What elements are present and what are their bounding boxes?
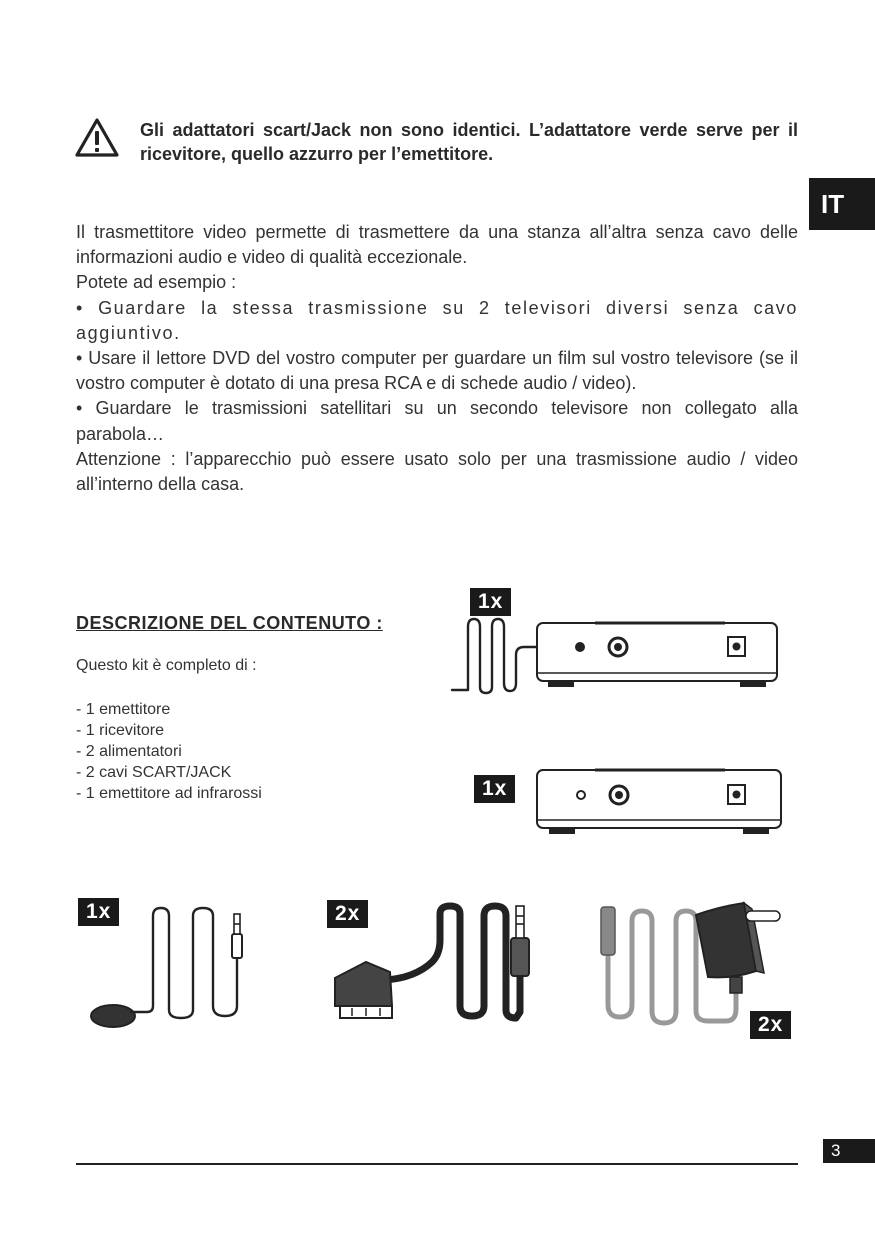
intro-paragraph: Il trasmettitore video permette di trasmettere da una stanza all’altra senza cavo delle informazioni audio e video di qualità eccezionale. <box>76 222 798 268</box>
intro-attention: Attenzione : l’apparecchio può essere usato solo per una trasmissione audio / video all’interno della casa. <box>76 448 798 495</box>
intro-example-lead: Potete ad esempio : <box>76 272 237 293</box>
contents-list <box>76 699 262 804</box>
scart-jack-cable-illustration <box>330 900 535 1025</box>
page-number: 3 <box>823 1139 875 1163</box>
list-item: - 1 ricevitore <box>76 722 165 739</box>
emitter-illustration <box>450 615 790 695</box>
power-adapter-quantity-badge: 2x <box>750 1011 791 1039</box>
receiver-illustration <box>535 766 785 836</box>
emitter-quantity-badge: 1x <box>470 588 511 616</box>
scart-cable-quantity-badge: 2x <box>327 900 368 928</box>
intro-bullet: • Usare il lettore DVD del vostro computer per guardare un film sul vostro televisore (se il vostro computer è dotato di una presa RCA e di schede audio / video). <box>76 348 798 394</box>
warning-text: Gli adattatori scart/Jack non sono identici. L’adattatore verde serve per il ricevitore, quello azzurro per l’emettitore. <box>140 120 798 164</box>
language-tab: IT <box>809 178 875 230</box>
footer-divider <box>76 1163 798 1165</box>
warning-icon <box>74 117 120 159</box>
contents-title: DESCRIZIONE DEL CONTENUTO : <box>76 613 383 633</box>
list-item: - 1 emettitore ad infrarossi <box>76 785 262 802</box>
intro-text <box>76 220 798 497</box>
receiver-quantity-badge: 1x <box>474 775 515 803</box>
list-item: - 1 emettitore <box>76 701 171 718</box>
ir-cable-quantity-badge: 1x <box>78 898 119 926</box>
intro-bullet: • Guardare la stessa trasmissione su 2 televisori diversi senza cavo aggiuntivo. <box>76 297 798 343</box>
list-item: - 2 alimentatori <box>76 743 182 760</box>
power-adapter-illustration <box>596 895 796 1027</box>
contents-intro: Questo kit è completo di : <box>76 657 257 674</box>
intro-bullet: • Guardare le trasmissioni satellitari su un secondo televisore non collegato alla parabola… <box>76 398 798 444</box>
ir-emitter-cable-illustration <box>85 902 255 1032</box>
list-item: - 2 cavi SCART/JACK <box>76 764 232 781</box>
